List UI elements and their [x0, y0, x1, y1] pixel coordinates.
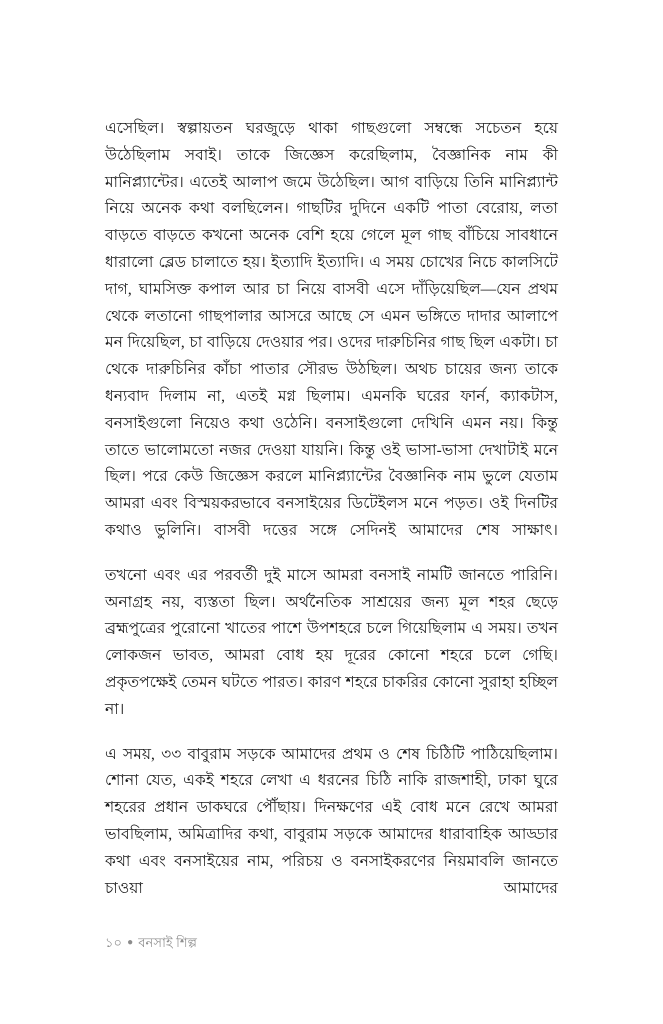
page-footer	[105, 933, 197, 953]
body-paragraph-2: তখনো এবং এর পরবর্তী দুই মাসে আমরা বনসাই নামটি জানতে পারিনি। অনাগ্রহ নয়, ব্যস্ততা ছিল। অর্থনৈতিক সাশ্রয়ের জন্য মূল শহর ছেড়ে ব্রহ্মপুত্রের পুরোনো খাতের পাশে উপশহরে চলে গিয়েছিলাম এ সময়। তখন লোকজন ভাবত, আমরা বোধ হয় দূরের কোনো শহরে চলে গেছি। প্রকৃতপক্ষেই তেমন ঘটতে পারত। কারণ শহরে চাকরির কোনো সুরাহা হচ্ছিল না।	[105, 566, 558, 718]
footer-book-title: বনসাই শিল্প	[138, 935, 198, 950]
body-paragraph-1: এসেছিল। স্বল্পায়তন ঘরজুড়ে থাকা গাছগুলো সম্বন্ধে সচেতন হয়ে উঠেছিলাম সবাই। তাকে জিজ্ঞেস করেছিলাম, বৈজ্ঞানিক নাম কী মানিপ্ল্যান্টের। এতেই আলাপ জমে উঠেছিল। আগ বাড়িয়ে তিনি মানিপ্ল্যান্ট নিয়ে অনেক কথা বলছিলেন। গাছটির দুদিনে একটি পাতা বেরোয়, লতা বাড়তে বাড়তে কখনো অনেক বেশি হয়ে গেলে মূল গাছ বাঁচিয়ে সাবধানে ধারালো ব্লেড চালাতে হয়। ইত্যাদি ইত্যাদি। এ সময় চোখের নিচে কালসিটে দাগ, ঘামসিক্ত কপাল আর চা নিয়ে বাসবী এসে দাঁড়িয়েছিল—যেন প্রথম থেকে লতানো গাছপালার আসরে আছে সে এমন ভঙ্গিতে দাদার আলাপে মন দিয়েছিল, চা বাড়িয়ে দেওয়ার পর। ওদের দারুচিনির গাছ ছিল একটা। চা থেকে দারুচিনির কাঁচা পাতার সৌরভ উঠছিল। অথচ চায়ের জন্য তাকে ধন্যবাদ দিলাম না, এতই মগ্ন ছিলাম। এমনকি ঘরের ফার্ন, ক্যাকটাস, বনসাইগুলো নিয়েও কথা ওঠেনি। বনসাইগুলো দেখিনি এমন নয়। কিন্তু তাতে ভালোমতো নজর দেওয়া যায়নি। কিন্তু ওই ভাসা-ভাসা দেখাটাই মনে ছিল। পরে কেউ জিজ্ঞেস করলে মানিপ্ল্যান্টের বৈজ্ঞানিক নাম ভুলে যেতাম আমরা এবং বিস্ময়করভাবে বনসাইয়ের ডিটেইলস মনে পড়ত। ওই দিনটির কথাও ভুলিনি। বাসবী দত্তের সঙ্গে সেদিনই আমাদের শেষ সাক্ষাৎ।	[105, 120, 558, 539]
footer-bullet-icon: ●	[127, 937, 134, 948]
body-text-column	[105, 116, 558, 902]
footer-page-number: ১০	[105, 935, 123, 950]
body-paragraph-3: এ সময়, ৩৩ বাবুরাম সড়কে আমাদের প্রথম ও শেষ চিঠিটি পাঠিয়েছিলাম। শোনা যেত, একই শহরে লেখা এ ধরনের চিঠি নাকি রাজশাহী, ঢাকা ঘুরে শহরের প্রধান ডাকঘরে পৌঁছায়। দিনক্ষণের এই বোধ মনে রেখে আমরা ভাবছিলাম, অমিত্রাদির কথা, বাবুরাম সড়কে আমাদের ধারাবাহিক আড্ডার কথা এবং বনসাইয়ের নাম, পরিচয় ও বনসাইকরণের নিয়মাবলি জানতে চাওয়া আমাদের	[105, 745, 558, 897]
